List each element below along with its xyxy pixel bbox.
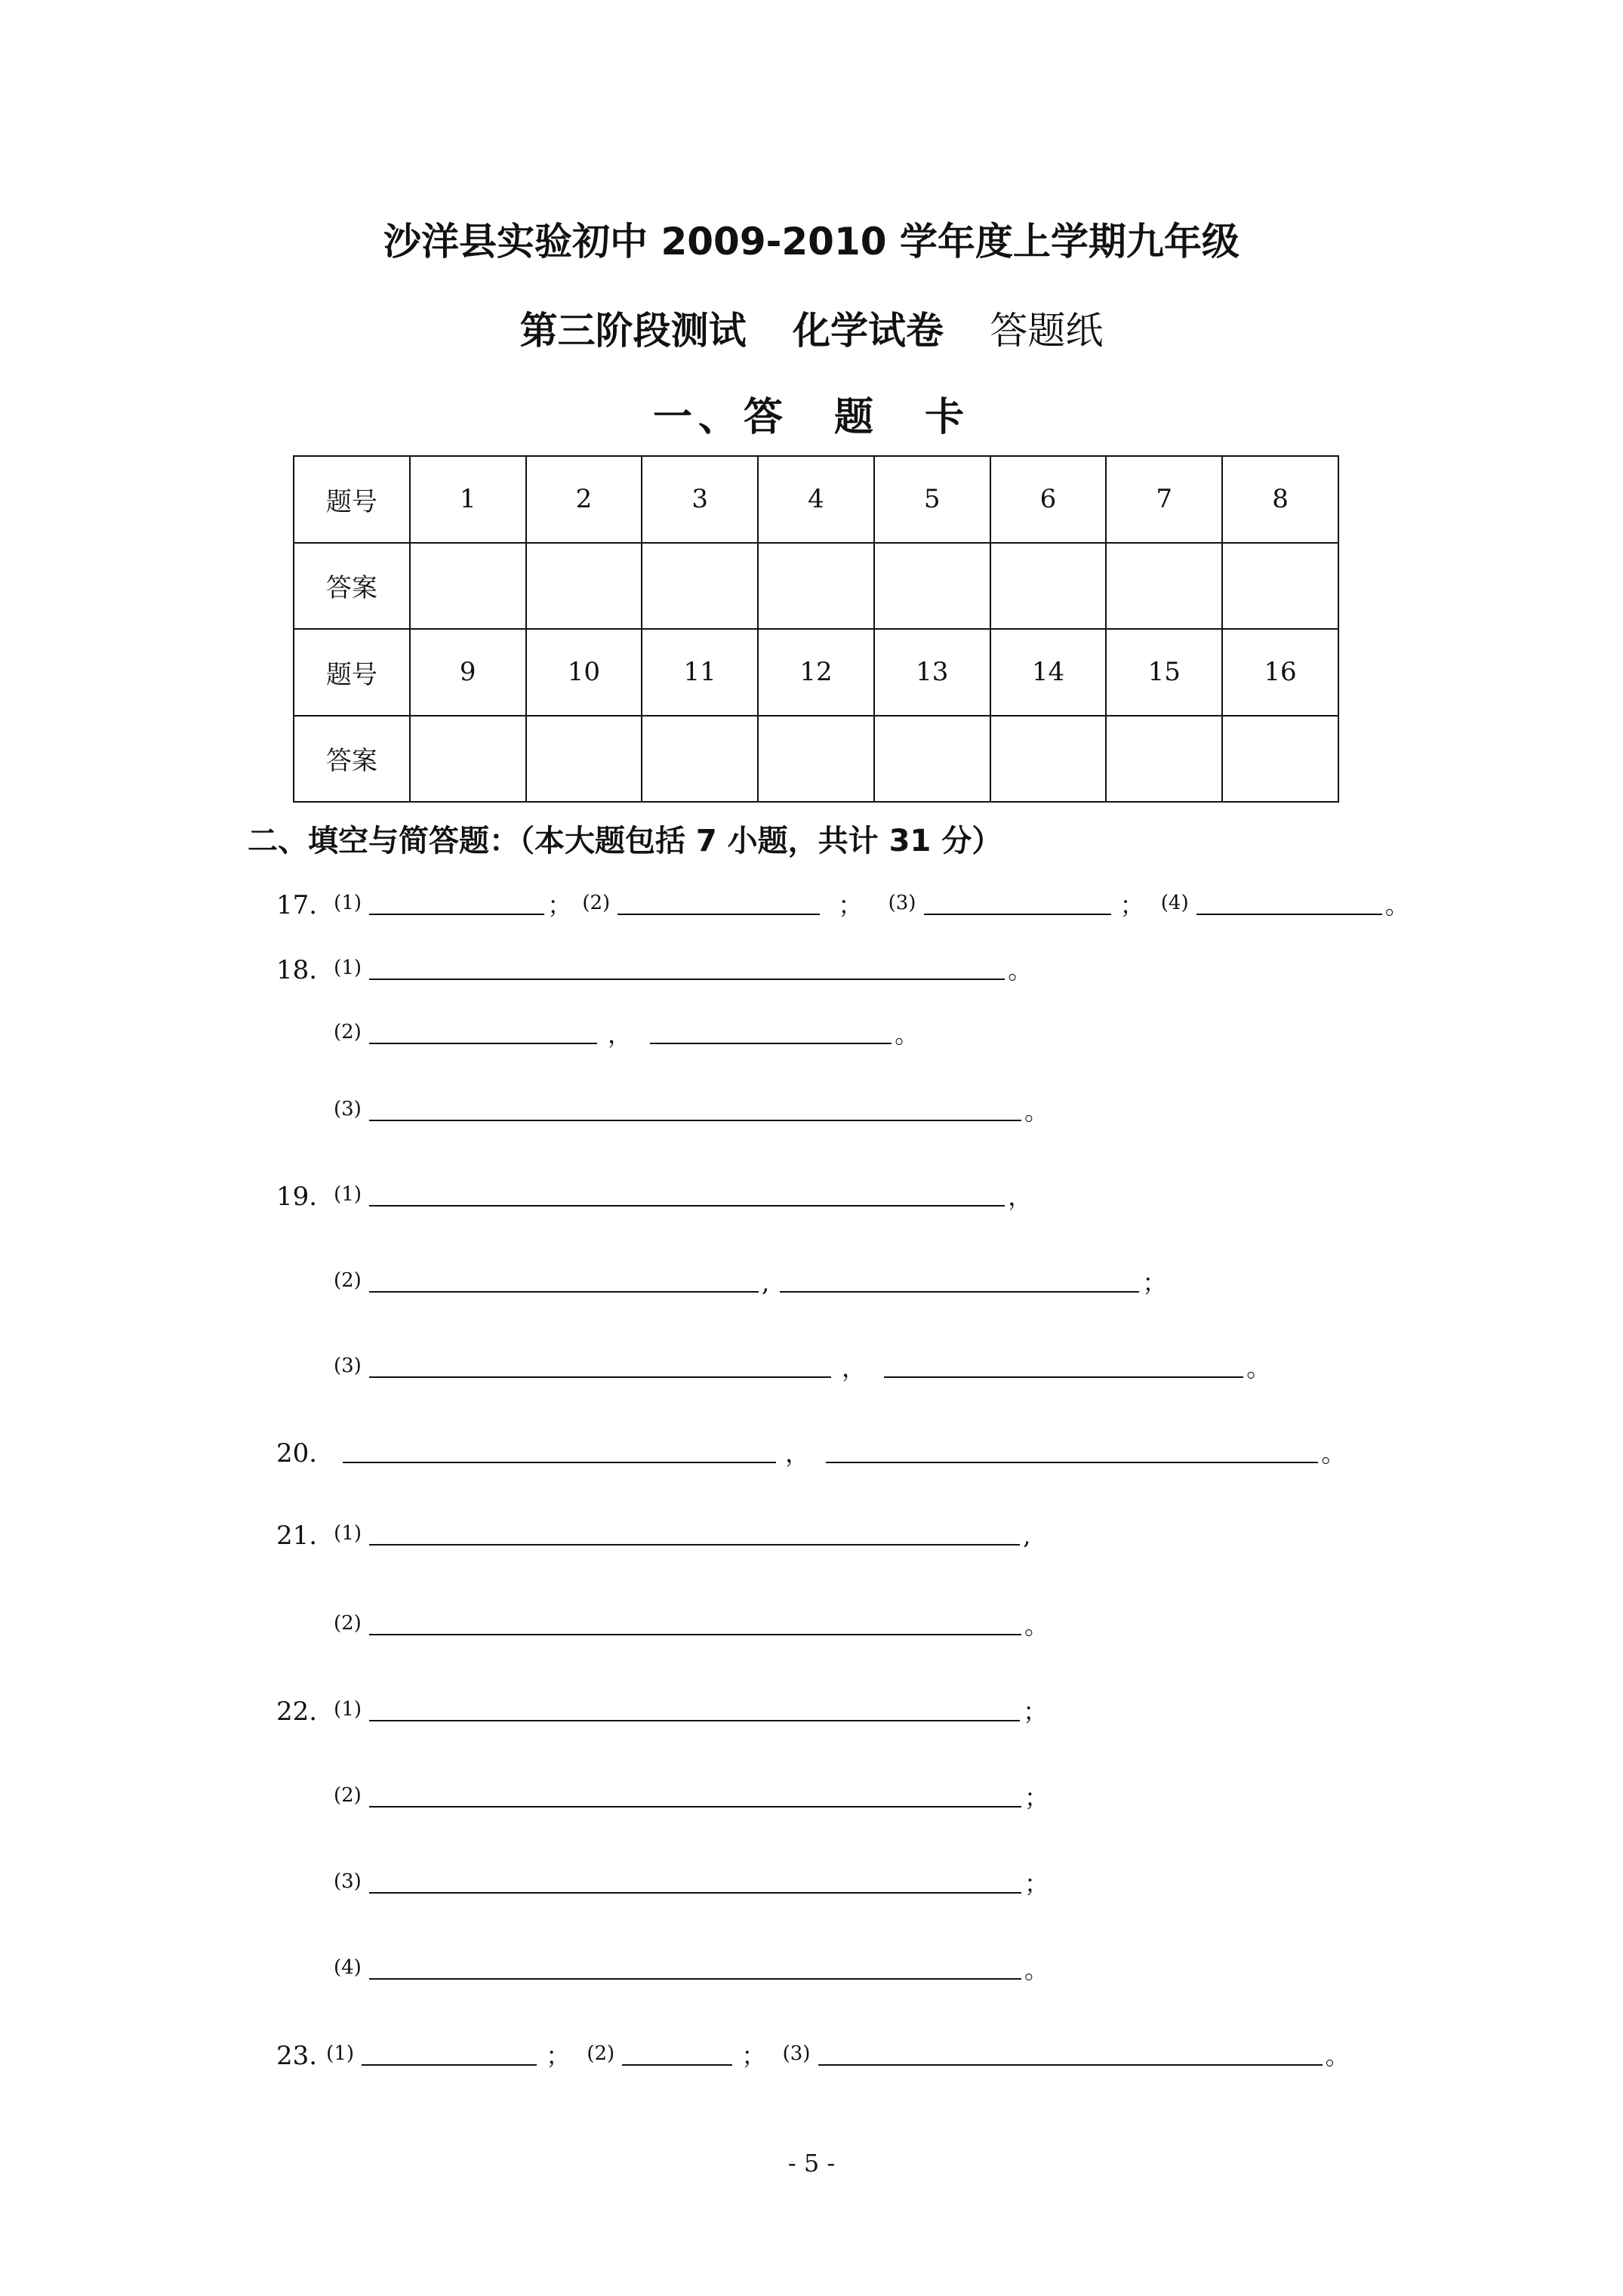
punctuation: 。 xyxy=(1008,956,1033,985)
punctuation: ； xyxy=(546,2042,571,2070)
answer-sheet-label: 答题纸 xyxy=(990,309,1104,353)
punctuation: 。 xyxy=(1321,1439,1346,1468)
part-mark: (2) xyxy=(334,1269,362,1292)
question-number: 19. xyxy=(276,1182,318,1212)
punctuation: 。 xyxy=(1024,1611,1049,1640)
part-mark: (3) xyxy=(782,2042,811,2065)
punctuation: ； xyxy=(547,891,572,920)
question-18-part-1 xyxy=(276,951,1035,986)
punctuation: ， xyxy=(608,1020,633,1049)
answer-cell[interactable] xyxy=(1106,543,1222,630)
punctuation: ； xyxy=(838,891,863,920)
table-row xyxy=(294,456,1338,543)
answer-blank[interactable] xyxy=(369,1521,1020,1546)
part-mark: (1) xyxy=(326,2042,355,2065)
question-19-part-3 xyxy=(334,1349,1273,1384)
question-number-cell: 10 xyxy=(526,629,642,716)
exam-title-line1: 沙洋县实验初中 2009-2010 学年度上学期九年级 xyxy=(383,220,1240,264)
part-mark: (3) xyxy=(334,1354,362,1377)
question-number-cell: 15 xyxy=(1106,629,1222,716)
question-number: 21. xyxy=(276,1521,318,1551)
question-number-cell: 11 xyxy=(642,629,758,716)
punctuation: , xyxy=(762,1268,770,1297)
part-mark: (1) xyxy=(334,957,362,979)
punctuation: 。 xyxy=(1384,891,1409,920)
answer-cell[interactable] xyxy=(874,543,990,630)
punctuation: ； xyxy=(1023,1697,1048,1726)
question-19-part-1 xyxy=(276,1178,1035,1213)
question-18-part-2 xyxy=(334,1015,922,1050)
answer-blank[interactable] xyxy=(617,891,820,915)
answer-blank[interactable] xyxy=(369,1697,1020,1721)
punctuation: , xyxy=(1023,1521,1031,1550)
answer-cell[interactable] xyxy=(642,716,758,803)
answer-cell[interactable] xyxy=(1106,716,1222,803)
answer-label: 答案 xyxy=(294,716,410,803)
question-18-part-3 xyxy=(334,1093,1052,1127)
question-22-part-1 xyxy=(276,1693,1050,1727)
part-mark: (1) xyxy=(334,1522,362,1545)
part-mark: (2) xyxy=(587,2042,615,2065)
question-number: 17. xyxy=(276,890,318,920)
answer-blank[interactable] xyxy=(780,1268,1139,1293)
question-17 xyxy=(276,886,1412,921)
question-number: 20. xyxy=(276,1438,318,1469)
question-number: 22. xyxy=(276,1697,318,1727)
answer-blank[interactable] xyxy=(884,1354,1243,1378)
question-number-label: 题号 xyxy=(294,629,410,716)
question-22-part-3 xyxy=(334,1865,1052,1900)
answer-blank[interactable] xyxy=(369,1611,1021,1635)
punctuation: ； xyxy=(1024,1783,1049,1812)
answer-blank[interactable] xyxy=(650,1020,892,1044)
question-number: 23. xyxy=(276,2041,318,2071)
answer-blank[interactable] xyxy=(1196,891,1382,915)
answer-blank[interactable] xyxy=(369,1354,831,1378)
answer-blank[interactable] xyxy=(369,1869,1021,1894)
punctuation: ， xyxy=(785,1439,810,1468)
part-mark: (2) xyxy=(334,1021,362,1043)
part-mark: (2) xyxy=(334,1784,362,1807)
question-number-cell: 3 xyxy=(642,456,758,543)
page-number: - 5 - xyxy=(787,2149,836,2177)
answer-blank[interactable] xyxy=(369,956,1005,980)
question-number: 18. xyxy=(276,955,318,985)
punctuation: 。 xyxy=(1325,2042,1350,2070)
table-row xyxy=(294,543,1338,630)
answer-cell[interactable] xyxy=(1222,543,1338,630)
punctuation: ； xyxy=(1142,1268,1167,1297)
punctuation: ； xyxy=(1119,891,1144,920)
answer-blank[interactable] xyxy=(622,2042,732,2066)
question-number-cell: 13 xyxy=(874,629,990,716)
subject-label: 化学试卷 xyxy=(793,309,944,353)
answer-cell[interactable] xyxy=(758,543,874,630)
answer-blank[interactable] xyxy=(369,1955,1021,1980)
answer-blank[interactable] xyxy=(362,2042,537,2066)
question-number-cell: 1 xyxy=(410,456,526,543)
answer-blank[interactable] xyxy=(369,1020,597,1044)
part-mark: (1) xyxy=(334,892,362,914)
answer-blank[interactable] xyxy=(343,1439,776,1463)
question-number-cell: 8 xyxy=(1222,456,1338,543)
answer-cell[interactable] xyxy=(526,543,642,630)
table-row xyxy=(294,716,1338,803)
question-21-part-1 xyxy=(276,1521,1033,1551)
part-mark: (3) xyxy=(334,1098,362,1120)
question-23 xyxy=(276,2037,1353,2072)
section-answer-card-title: 一、答 题 卡 xyxy=(652,395,970,440)
question-number-cell: 7 xyxy=(1106,456,1222,543)
question-number-cell: 12 xyxy=(758,629,874,716)
answer-blank[interactable] xyxy=(818,2042,1323,2066)
punctuation: ， xyxy=(1008,1182,1033,1211)
answer-blank[interactable] xyxy=(369,1182,1005,1207)
question-22-part-4 xyxy=(334,1951,1052,1986)
punctuation: ， xyxy=(842,1354,867,1382)
answer-cell[interactable] xyxy=(526,716,642,803)
punctuation: ； xyxy=(741,2042,766,2070)
answer-cell[interactable] xyxy=(990,543,1107,630)
punctuation: 。 xyxy=(1024,1955,1049,1984)
answer-cell[interactable] xyxy=(642,543,758,630)
answer-blank[interactable] xyxy=(826,1439,1318,1463)
question-number-cell: 16 xyxy=(1222,629,1338,716)
question-number-cell: 9 xyxy=(410,629,526,716)
part-mark: (1) xyxy=(334,1183,362,1206)
part-mark: (3) xyxy=(888,892,916,914)
part-mark: (4) xyxy=(1160,892,1189,914)
table-row xyxy=(294,629,1338,716)
question-21-part-2 xyxy=(334,1607,1052,1641)
answer-blank[interactable] xyxy=(924,891,1111,915)
punctuation: 。 xyxy=(895,1020,919,1049)
question-number-cell: 4 xyxy=(758,456,874,543)
section-fill-in-title: 二、填空与简答题：（本大题包括 7 小题，共计 31 分） xyxy=(248,824,1002,858)
punctuation: ； xyxy=(1024,1869,1049,1898)
answer-cell[interactable] xyxy=(758,716,874,803)
part-mark: (2) xyxy=(334,1612,362,1635)
answer-cell[interactable] xyxy=(1222,716,1338,803)
answer-blank[interactable] xyxy=(369,1097,1021,1121)
question-number-cell: 14 xyxy=(990,629,1107,716)
part-mark: (2) xyxy=(582,892,611,914)
answer-cell[interactable] xyxy=(410,716,526,803)
punctuation: 。 xyxy=(1246,1354,1271,1382)
answer-blank[interactable] xyxy=(369,1268,759,1293)
answer-label: 答案 xyxy=(294,543,410,630)
question-22-part-2 xyxy=(334,1779,1052,1814)
question-20 xyxy=(276,1435,1348,1469)
answer-cell[interactable] xyxy=(410,543,526,630)
part-mark: (1) xyxy=(334,1698,362,1721)
question-number-cell: 2 xyxy=(526,456,642,543)
question-number-cell: 6 xyxy=(990,456,1107,543)
exam-title-line2 xyxy=(0,300,1623,355)
part-mark: (3) xyxy=(334,1870,362,1893)
answer-blank[interactable] xyxy=(369,1783,1021,1808)
answer-blank[interactable] xyxy=(369,891,544,915)
question-number-cell: 5 xyxy=(874,456,990,543)
punctuation: 。 xyxy=(1024,1097,1049,1126)
answer-cell[interactable] xyxy=(874,716,990,803)
question-number-label: 题号 xyxy=(294,456,410,543)
part-mark: (4) xyxy=(334,1956,362,1979)
answer-card-table xyxy=(293,455,1339,803)
test-stage-label: 第三阶段测试 xyxy=(519,309,747,353)
question-19-part-2 xyxy=(334,1264,1169,1299)
answer-cell[interactable] xyxy=(990,716,1107,803)
